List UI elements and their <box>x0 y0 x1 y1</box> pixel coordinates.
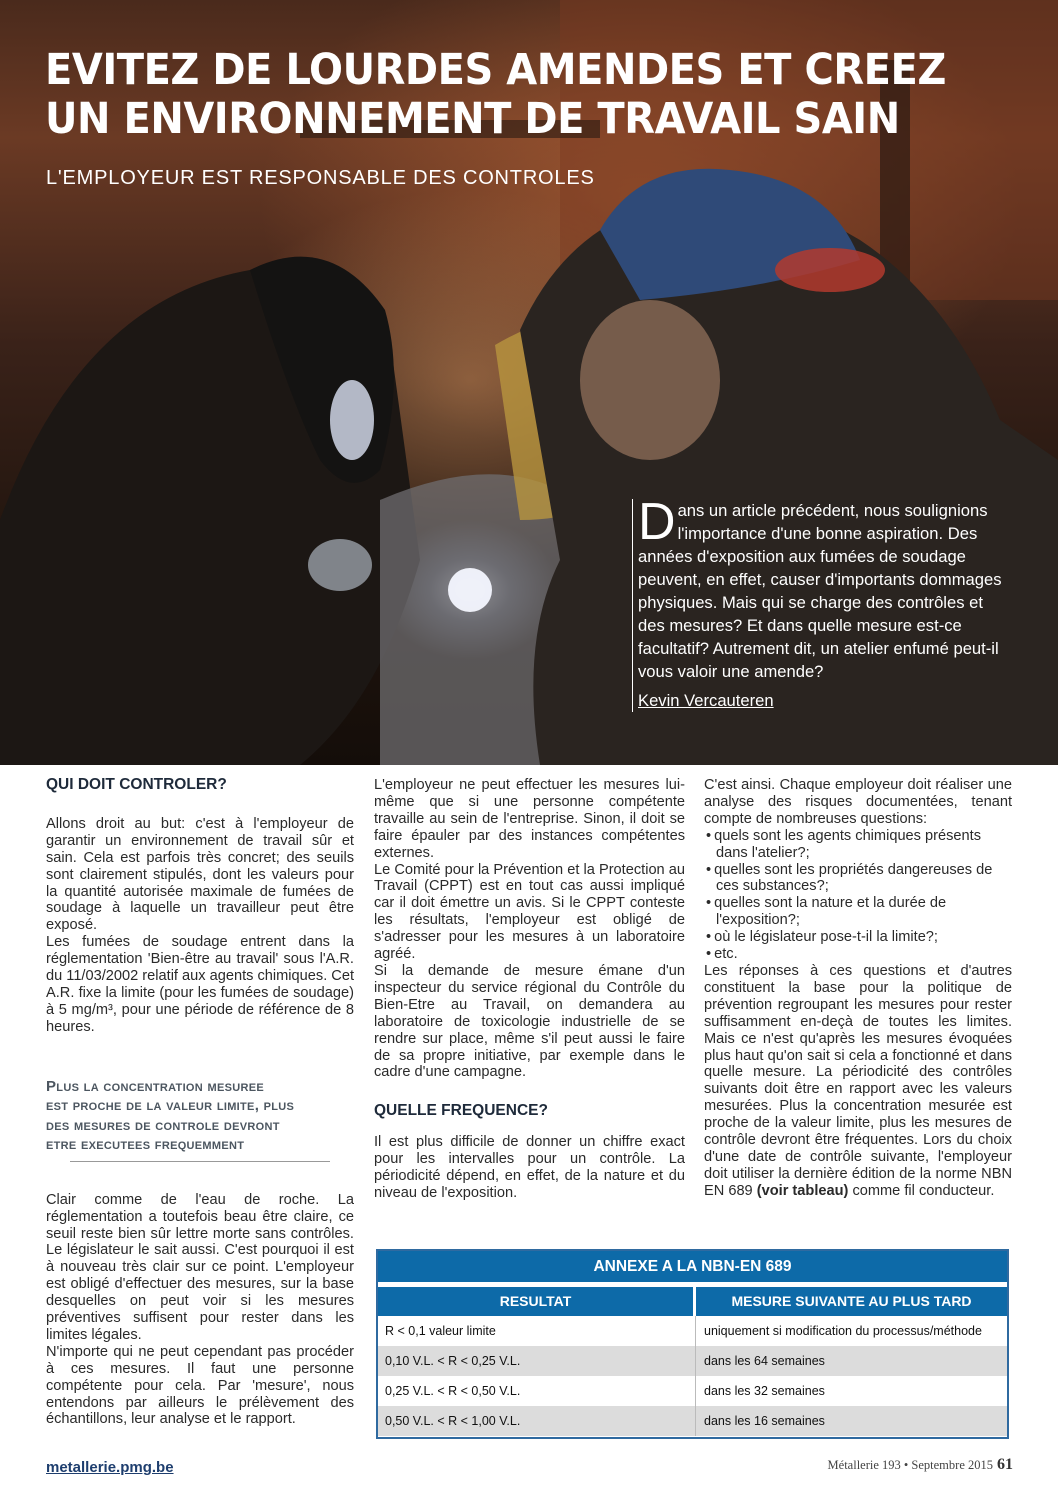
pull-quote-line-3: des mesures de controle devront <box>46 1116 280 1134</box>
table-row <box>378 1376 1007 1406</box>
intro-text: ans un article précédent, nous soulignions l'importance d'une bonne aspiration. Des années d'exposition aux fumées de soudage peuvent, en effet, causer d'importants dommages physiques. Mais qui se charge des contrôles et des mesures? Et dans quelle mesure est-ce facultatif? Autrement dit, un atelier enfumé peut-il vous valoir une amende? <box>638 501 1002 681</box>
col1-paragraph-2: Les fumées de soudage entrent dans la réglementation 'Bien-être au travail' sous l'A.R. du 11/03/2002 relatif aux agents chimiques. Cet A.R. fixe la limite (pour les fumées de soudage) à 5 mg/m³, pour une période de référence de 8 heures. <box>46 934 355 1035</box>
list-item: • quelles sont les propriétés dangereuses de ces substances?; <box>704 862 1012 896</box>
table-cell: 0,25 V.L. < R < 0,50 V.L. <box>378 1376 696 1406</box>
nbn-en-689-table <box>376 1249 1009 1439</box>
col3-paragraph-2-end: comme fil conducteur. <box>852 1182 995 1199</box>
question-list <box>704 828 1012 963</box>
col2-paragraph-1: L'employeur ne peut effectuer les mesures lui-même que si une personne compétente travaille au sein de l'entreprise. Sinon, il doit se faire épauler par des instances compétentes externes. <box>374 777 685 861</box>
intro-box <box>632 493 1013 712</box>
article-title <box>45 46 956 144</box>
heading-quelle-frequence: QUELLE FREQUENCE? <box>374 1102 548 1120</box>
pull-quote-line-4: etre executees frequemment <box>46 1136 245 1154</box>
col1-paragraph-4: N'importe qui ne peut cependant pas procéder à ces mesures. Il faut une personne compétente pour cela. Par 'mesure', nous entendons par ailleurs le prélèvement des échantillons, leur analyse et le rapport. <box>46 1343 354 1428</box>
table-cell: 0,10 V.L. < R < 0,25 V.L. <box>378 1346 696 1376</box>
pull-quote-line-1: Plus la concentration mesuree <box>46 1077 265 1095</box>
pull-quote-rule <box>70 1161 330 1162</box>
column-2 <box>374 777 685 1202</box>
col3-paragraph-2 <box>704 963 1012 1200</box>
table-cell: dans les 16 semaines <box>704 1414 825 1428</box>
author-name: Kevin Vercauteren <box>638 691 774 710</box>
column-header-mesure-suivante: MESURE SUIVANTE AU PLUS TARD <box>696 1287 1007 1316</box>
col3-paragraph-2-text: Les réponses à ces questions et d'autres constituent la base pour la politique de prévention regroupant les mesures pour rester suffisamment en-deçà de toutes les limites. Mais ce n'est qu'après les mesures évoquées plus haut qu'on sait si cela a fonctionné et dans quelle mesure. La périodicité des contrôles suivants doit être en rapport avec les valeurs mesurées. Plus la concentration mesurée est proche de la valeur limite, plus les mesures de contrôle devront être fréquentes. Lors du choix d'une date de contrôle suivante, l'employeur doit utiliser la dernière édition de la norme NBN EN 689 <box>704 962 1012 1199</box>
table-header-row <box>378 1287 1007 1316</box>
website-link[interactable]: metallerie.pmg.be <box>46 1459 174 1476</box>
table-title: ANNEXE A LA NBN-EN 689 <box>378 1251 1007 1282</box>
table-cell: 0,50 V.L. < R < 1,00 V.L. <box>378 1406 696 1436</box>
col2-paragraph-2: Le Comité pour la Prévention et la Protection au Travail (CPPT) est en tout cas aussi impliqué car il doit émettre un avis. Si le CPPT conteste les résultats, l'employeur est obligé de s'adresser pour les mesures à un laboratoire agréé. <box>374 861 685 963</box>
table-cell: uniquement si modification du processus/méthode <box>704 1324 982 1338</box>
list-item: • quels sont les agents chimiques présents dans l'atelier?; <box>704 828 1012 862</box>
page-number: 61 <box>997 1456 1013 1473</box>
title-line-2: UN ENVIRONNEMENT DE TRAVAIL SAIN <box>45 94 900 144</box>
column-header-resultat: RESULTAT <box>378 1287 693 1316</box>
table-cell: R < 0,1 valeur limite <box>378 1316 696 1346</box>
list-item: • etc. <box>704 946 1012 963</box>
table-reference: (voir tableau) <box>756 1182 849 1199</box>
col1-paragraph-1: Allons droit au but: c'est à l'employeur de garantir un environnement de travail sûr et sain. Cela est parfois très concret; des seuils sont clairement stipulés, dont les valeurs pour la quantité autorisée maximale de fumées de soudage à laquelle un travailleur peut être exposé. <box>46 815 354 934</box>
heading-qui-doit-controler: QUI DOIT CONTROLER? <box>46 776 227 793</box>
pull-quote-line-2: est proche de la valeur limite, plus <box>46 1097 295 1115</box>
column-3 <box>704 777 1012 1200</box>
pull-quote <box>46 1077 354 1162</box>
col1-paragraph-3: Clair comme de l'eau de roche. La réglementation a toutefois beau être claire, ce seuil reste bien sûr lettre morte sans contrôles. Le législateur le sait aussi. C'est pourquoi il est à nouveau très clair sur ce point. L'employeur est obligé d'effectuer des mesures, sur la base desquelles on peut voir si les mesures préventives suffisent pour rester dans les limites légales. <box>46 1191 354 1343</box>
title-line-1: EVITEZ DE LOURDES AMENDES ET CREEZ <box>45 45 946 95</box>
table-row <box>378 1406 1007 1436</box>
dropcap-letter: D <box>638 493 676 551</box>
article-subtitle: L'EMPLOYEUR EST RESPONSABLE DES CONTROLES <box>46 167 595 189</box>
col3-paragraph-1: C'est ainsi. Chaque employeur doit réaliser une analyse des risques documentées, tenant compte de nombreuses questions: <box>704 777 1012 827</box>
column-1 <box>46 777 354 1428</box>
table-cell: dans les 32 semaines <box>704 1384 825 1398</box>
col2-paragraph-4: Il est plus difficile de donner un chiffre exact pour les intervalles pour un contrôle. La périodicité dépend, en effet, de la nature et du niveau de l'exposition. <box>374 1134 685 1201</box>
table-row <box>378 1346 1007 1376</box>
table-row <box>378 1316 1007 1346</box>
table-cell: dans les 64 semaines <box>704 1354 825 1368</box>
issue-label: Métallerie 193 • Septembre 2015 <box>827 1458 993 1472</box>
list-item: • où le législateur pose-t-il la limite?; <box>704 929 1012 946</box>
list-item: • quelles sont la nature et la durée de l'exposition?; <box>704 895 1012 929</box>
col2-paragraph-3: Si la demande de mesure émane d'un inspecteur du service régional du Contrôle du Bien-Etre au Travail, on demandera au laboratoire de toxicologie industrielle de se rendre sur place, même s'il peut aussi le faire de sa propre initiative, par exemple dans le cadre d'une campagne. <box>374 962 685 1081</box>
issue-info <box>828 1456 1013 1474</box>
